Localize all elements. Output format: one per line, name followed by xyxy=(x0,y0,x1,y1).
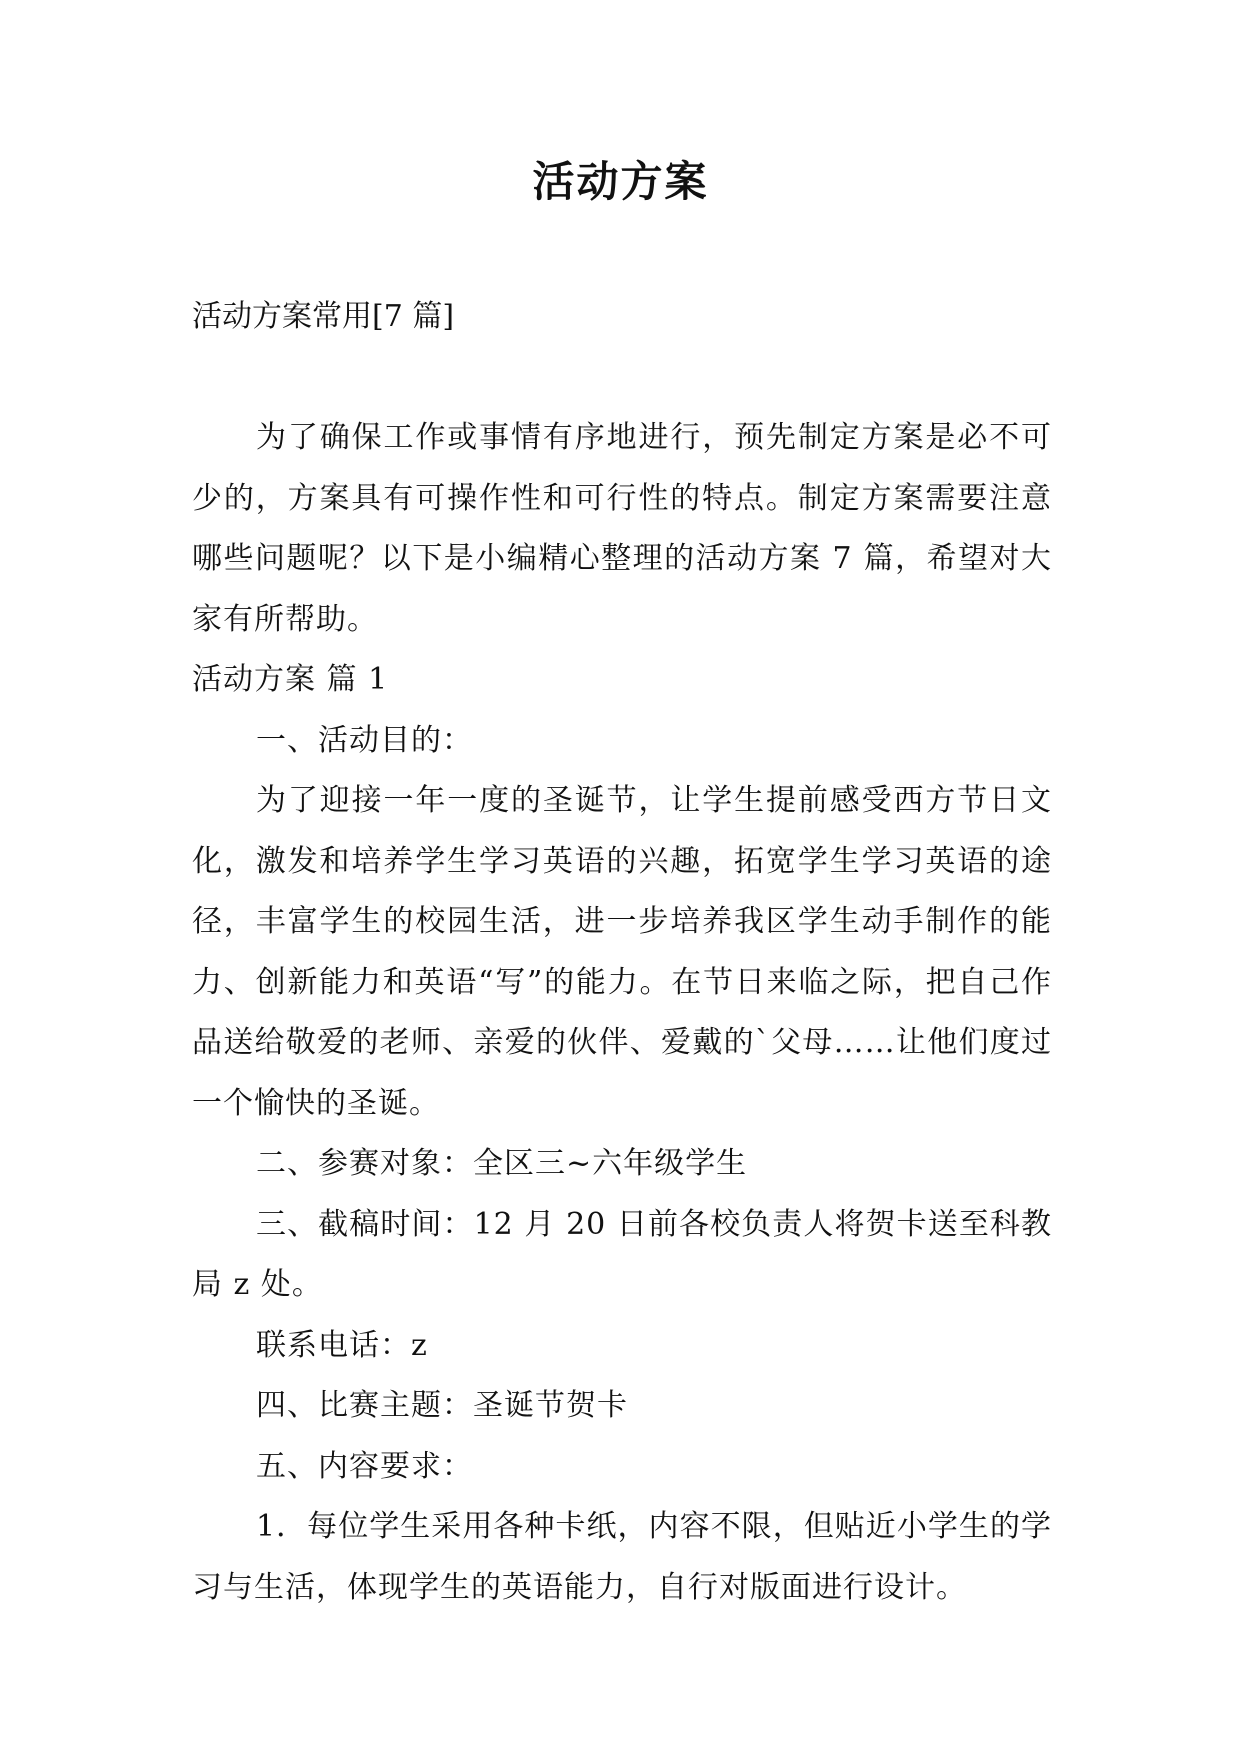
paragraph: 1．每位学生采用各种卡纸，内容不限，但贴近小学生的学习与生活，体现学生的英语能力，自行对版面进行设计。 xyxy=(192,1509,1052,1605)
paragraph: 二、参赛对象：全区三~六年级学生 xyxy=(256,1146,748,1181)
section-heading: 活动方案 篇 1 xyxy=(192,662,389,697)
paragraph: 四、比赛主题：圣诞节贺卡 xyxy=(256,1388,628,1423)
paragraph: 一、活动目的： xyxy=(256,722,473,758)
intro-paragraph: 为了确保工作或事情有序地进行，预先制定方案是必不可少的，方案具有可操作性和可行性的特点。制定方案需要注意哪些问题呢？以下是小编精心整理的活动方案 7 篇，希望对大家有所帮助。 xyxy=(192,420,1052,637)
paragraph: 五、内容要求： xyxy=(256,1448,473,1484)
paragraph: 联系电话：z xyxy=(256,1327,428,1363)
document-subtitle: 活动方案常用[7 篇] xyxy=(192,299,455,334)
paragraph: 三、截稿时间：12 月 20 日前各校负责人将贺卡送至科教局 z 处。 xyxy=(192,1206,1052,1302)
paragraph: 为了迎接一年一度的圣诞节，让学生提前感受西方节日文化，激发和培养学生学习英语的兴趣，拓宽学生学习英语的途径，丰富学生的校园生活，进一步培养我区学生动手制作的能力、创新能力和英语“写”的能力。在节日来临之际，把自己作品送给敬爱的老师、亲爱的伙伴、爱戴的`父母……让他们度过一个愉快的圣诞。 xyxy=(192,783,1052,1121)
document-title: 活动方案 xyxy=(532,157,709,206)
document-body xyxy=(192,408,1052,1618)
